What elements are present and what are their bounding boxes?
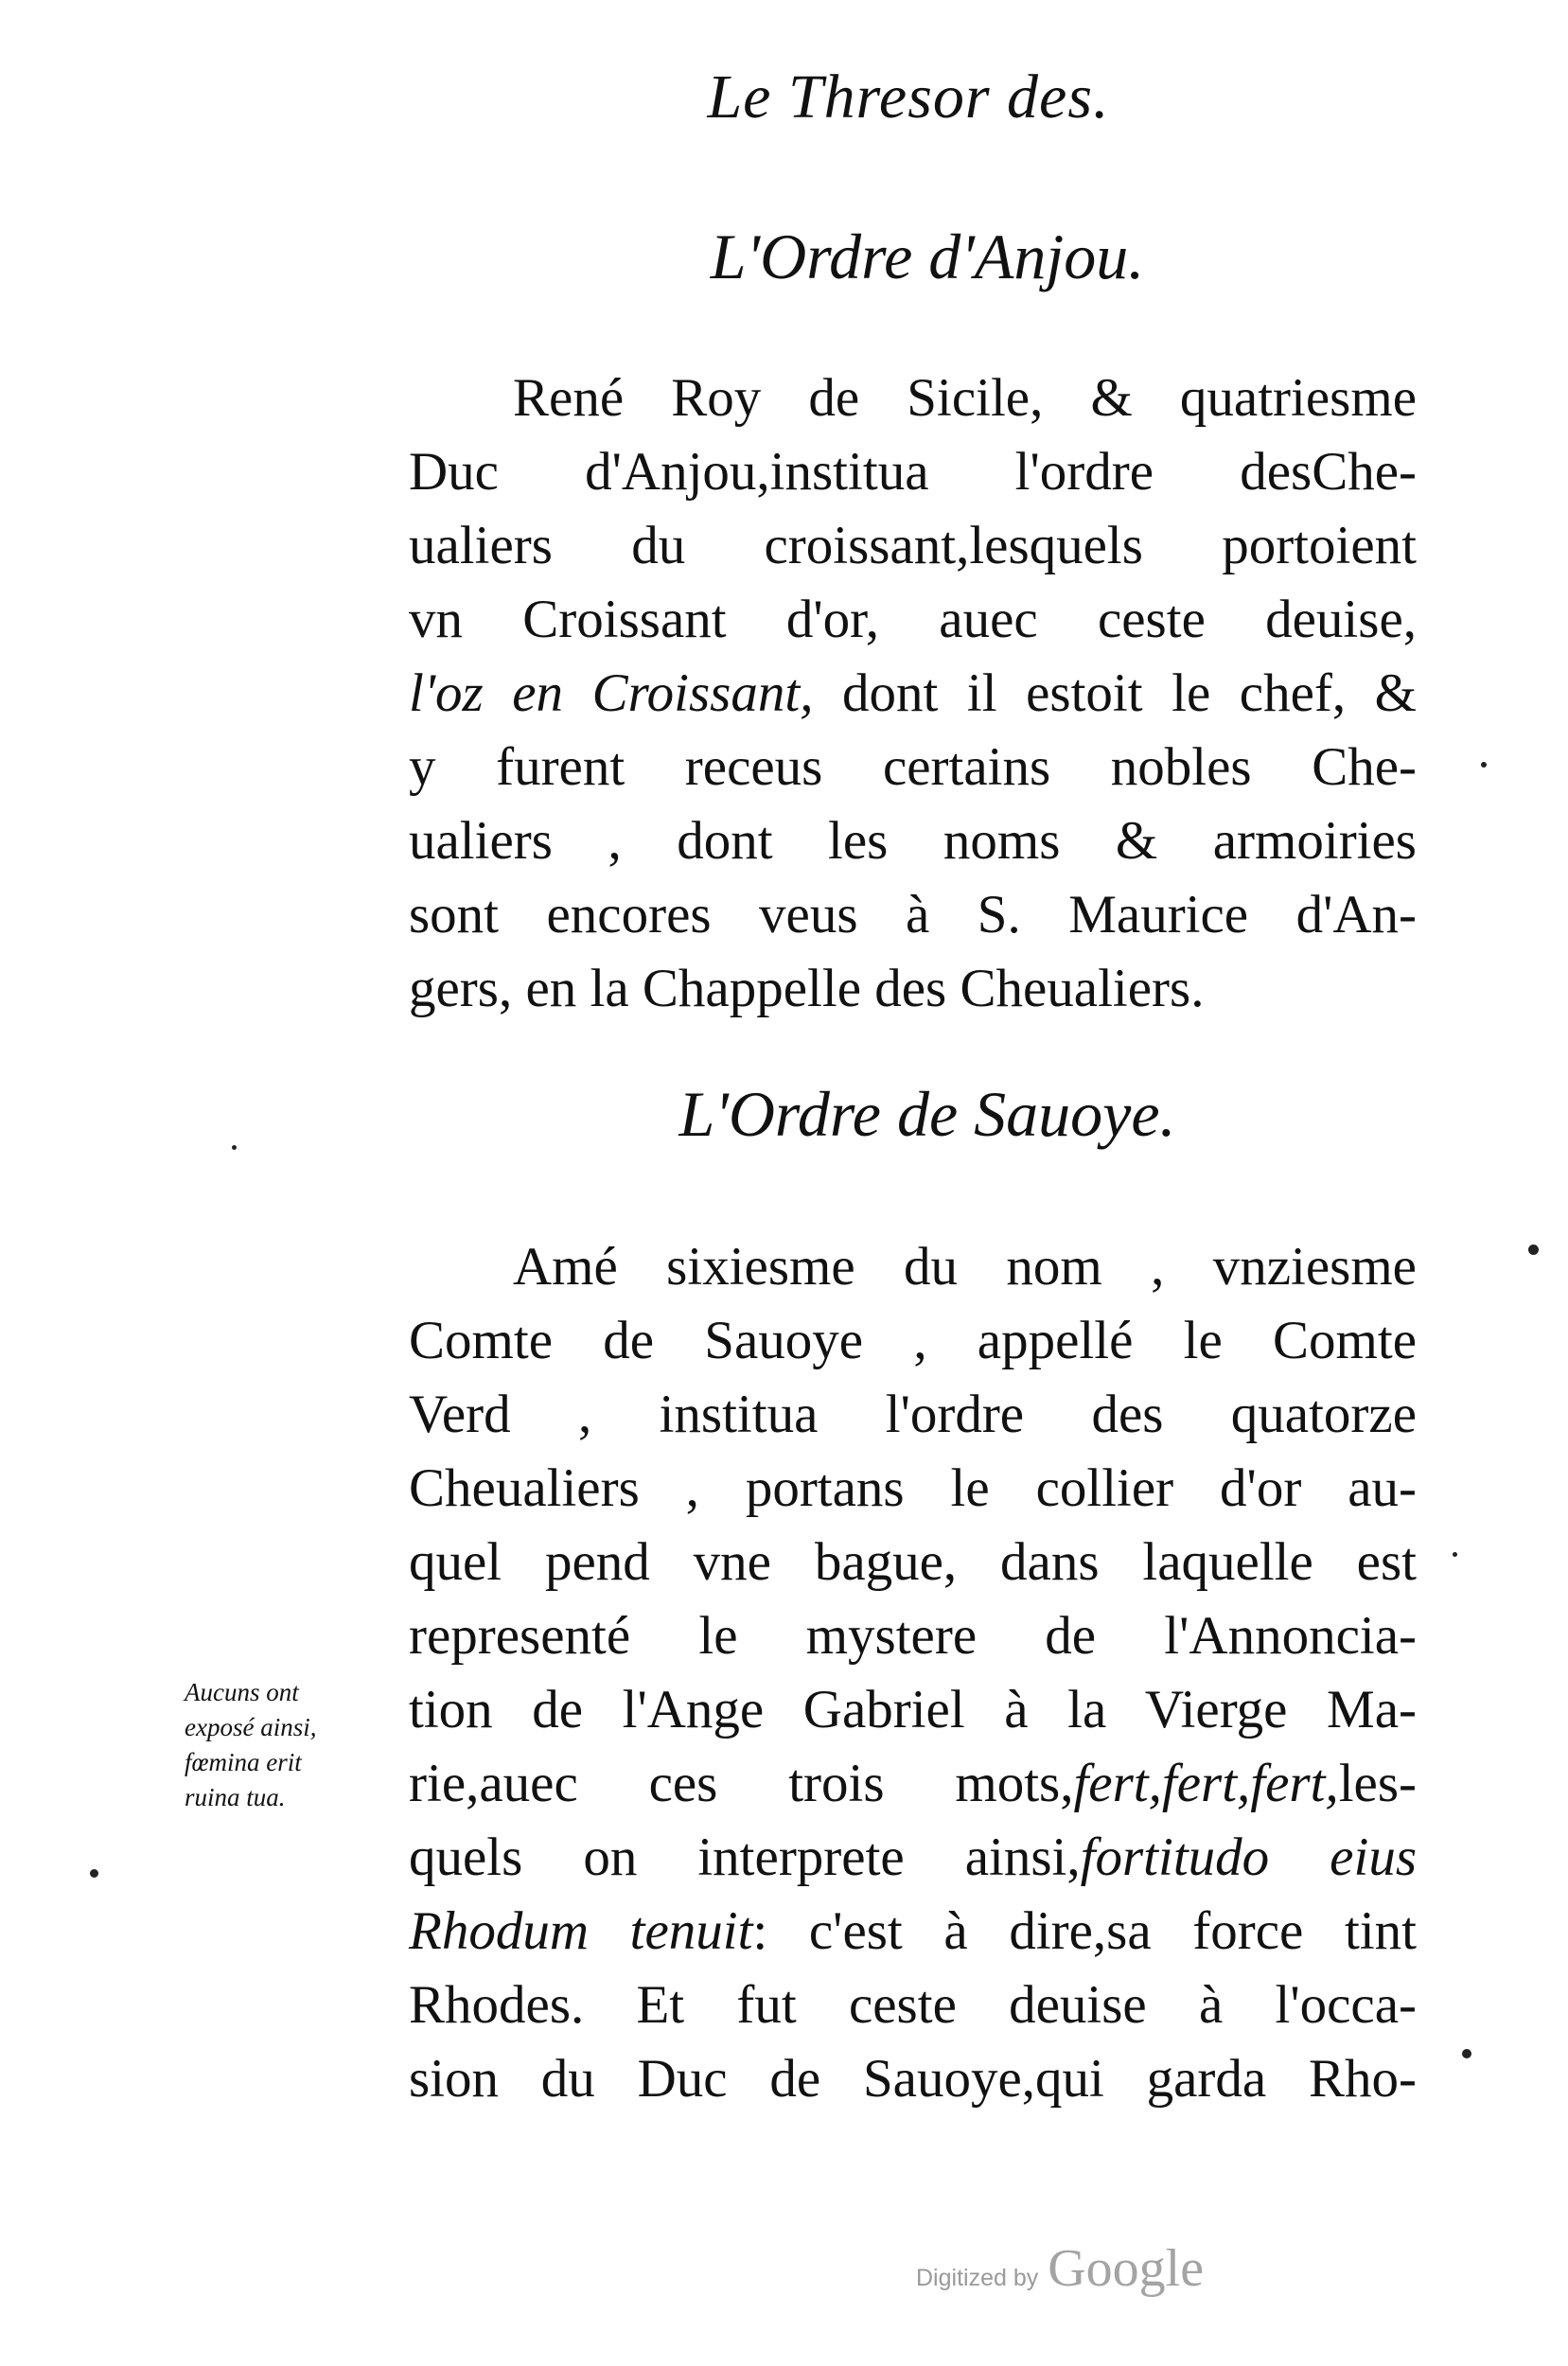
- section-title-sauoye: L'Ordre de Sauoye.: [678, 1078, 1176, 1150]
- running-head: Le Thresor des.: [707, 62, 1110, 132]
- latin-italic-end: Rhodum tenuit: [409, 1901, 753, 1961]
- scan-speck: [1462, 2049, 1471, 2058]
- text-line: Rhodes. Et fut ceste deuise à l'occa-: [409, 1975, 1417, 2035]
- section-title-anjou: L'Ordre d'Anjou.: [710, 221, 1145, 292]
- scan-speck: [1528, 1245, 1539, 1255]
- text-line: [409, 1747, 1417, 1821]
- text-line: Comte de Sauoye , appellé le Comte: [409, 1311, 1417, 1370]
- text-line: [409, 657, 1417, 731]
- text-line: Verd , institua l'ordre des quatorze: [409, 1385, 1417, 1444]
- text-line: quel pend vne bague, dans laquelle est: [409, 1532, 1417, 1592]
- digitized-watermark: [916, 2238, 1204, 2304]
- paragraph-anjou: [409, 362, 1417, 1026]
- latin-italic-start: fortitudo eius: [1080, 1827, 1417, 1887]
- text-line: y furent receus certains nobles Che-: [409, 737, 1417, 797]
- text-line: sont encores veus à S. Maurice d'An-: [409, 885, 1417, 945]
- scan-speck: [1481, 762, 1487, 768]
- scan-speck: [90, 1869, 98, 1878]
- text-line: tion de l'Ange Gabriel à la Vierge Ma-: [409, 1680, 1417, 1739]
- marginal-note-line: Aucuns ont: [185, 1678, 299, 1706]
- marginal-note-line: exposé ainsi,: [185, 1713, 317, 1741]
- text-line: ualiers , dont les noms & armoiries: [409, 811, 1417, 871]
- watermark-prefix: Digitized by: [916, 2265, 1039, 2291]
- text-line: ualiers du croissant,lesquels portoient: [409, 516, 1417, 575]
- marginal-note: [185, 1675, 402, 1815]
- text-fragment: les-: [1338, 1754, 1417, 1813]
- paragraph-sauoye: [409, 1230, 1417, 2116]
- text-fragment: : c'est à dire,sa force tint: [752, 1901, 1417, 1961]
- marginal-note-line: fœmina erit: [185, 1748, 302, 1776]
- text-line: Cheualiers , portans le collier d'or au-: [409, 1458, 1417, 1518]
- scan-speck: [232, 1145, 237, 1150]
- text-line: gers, en la Chappelle des Cheualiers.: [409, 959, 1205, 1018]
- text-line: representé le mystere de l'Annoncia-: [409, 1606, 1417, 1666]
- watermark-brand: Google: [1048, 2239, 1205, 2298]
- text-fragment: quels on interprete ainsi,: [409, 1827, 1081, 1887]
- text-line: Amé sixiesme du nom , vnziesme: [513, 1237, 1417, 1297]
- text-line: René Roy de Sicile, & quatriesme: [513, 368, 1417, 428]
- motto-italic: l'oz en Croissant,: [409, 663, 814, 723]
- text-fragment: dont il estoit le chef, &: [842, 663, 1418, 723]
- text-line: vn Croissant d'or, auec ceste deuise,: [409, 590, 1417, 649]
- text-line: [409, 1895, 1417, 1969]
- marginal-note-line: ruina tua.: [185, 1783, 286, 1811]
- three-words-italic: fert,fert,fert,: [1073, 1754, 1339, 1813]
- text-line: Duc d'Anjou,institua l'ordre desChe-: [409, 442, 1417, 502]
- text-fragment: rie,auec ces trois mots,: [409, 1754, 1074, 1813]
- scan-speck: [1453, 1552, 1457, 1557]
- text-line: [409, 1821, 1417, 1895]
- text-line: sion du Duc de Sauoye,qui garda Rho-: [409, 2049, 1417, 2109]
